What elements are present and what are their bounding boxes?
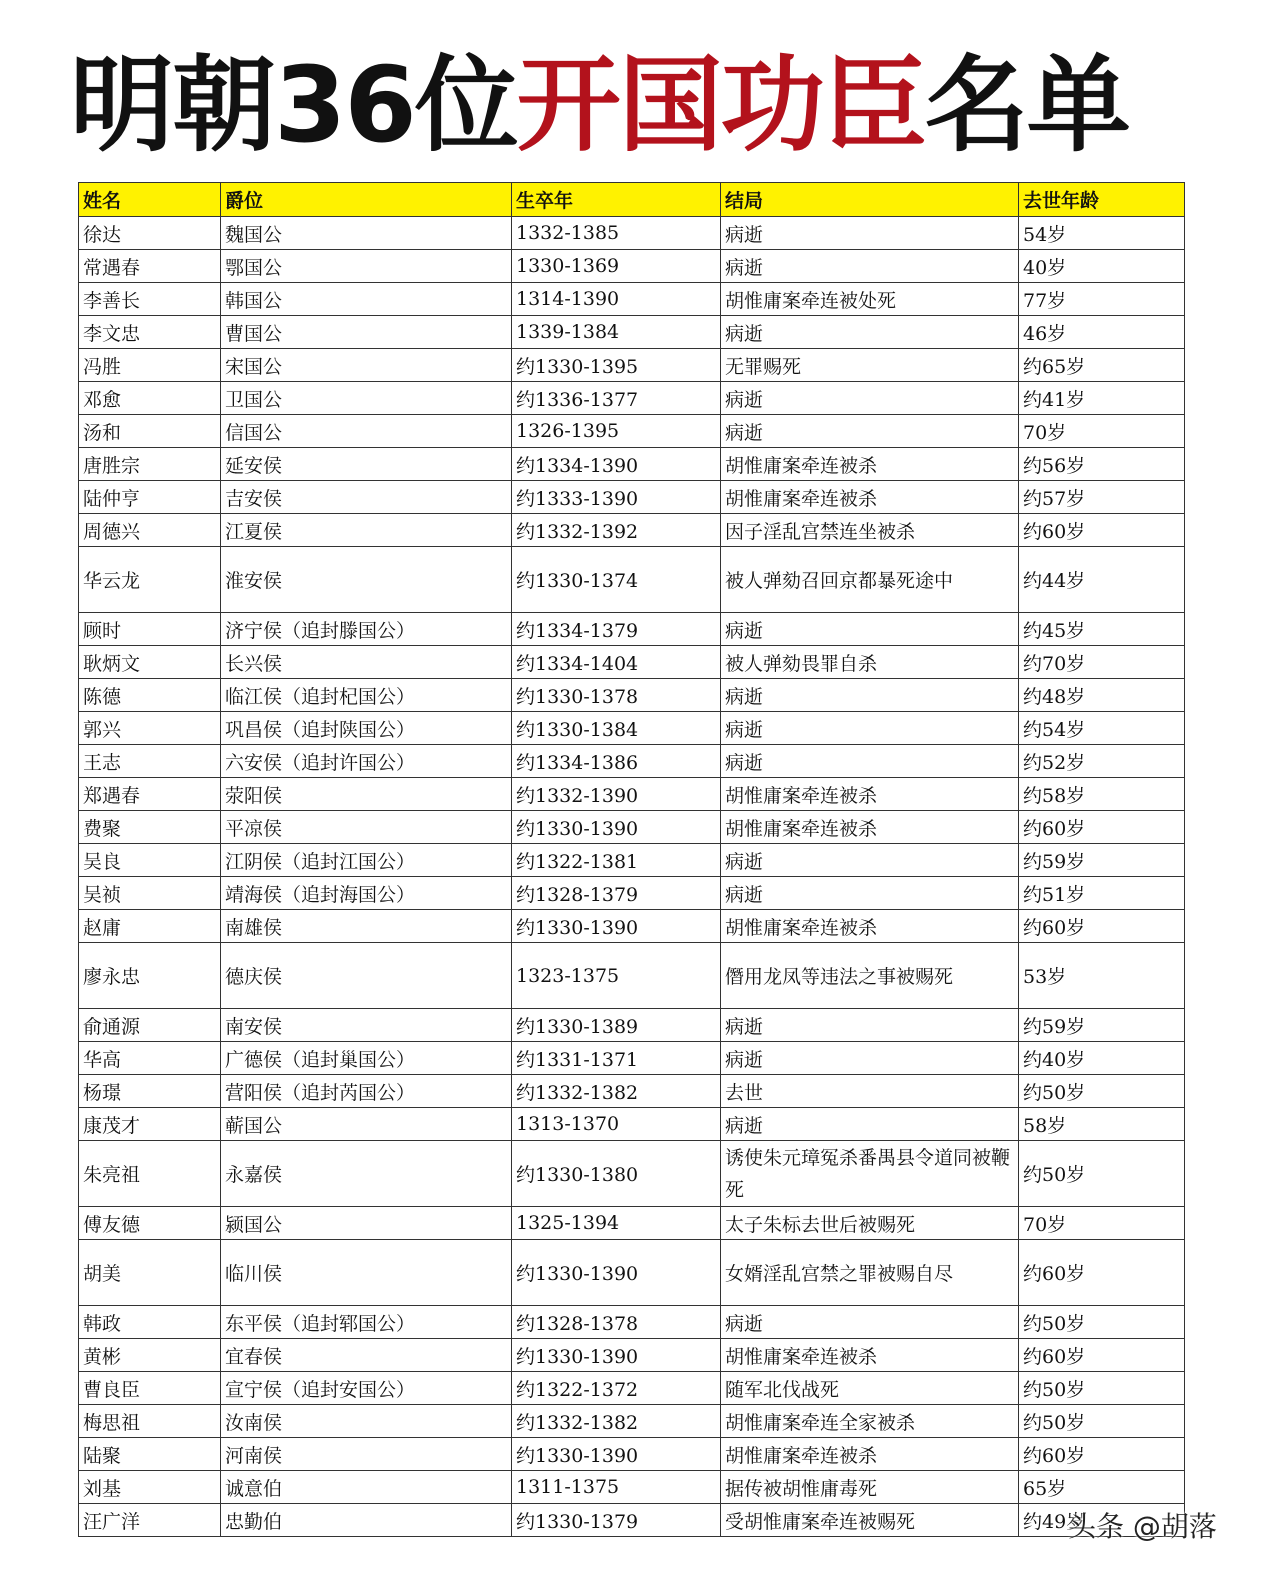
cell-title: 韩国公	[221, 283, 512, 316]
cell-title: 营阳侯（追封芮国公）	[221, 1075, 512, 1108]
cell-age: 约54岁	[1019, 712, 1185, 745]
cell-title: 宜春侯	[221, 1339, 512, 1372]
cell-fate: 胡惟庸案牵连被杀	[721, 910, 1019, 943]
cell-years: 约1330-1390	[512, 1240, 721, 1306]
table-row	[79, 415, 1185, 448]
cell-title: 平凉侯	[221, 811, 512, 844]
cell-title: 广德侯（追封巢国公）	[221, 1042, 512, 1075]
cell-years: 约1330-1390	[512, 910, 721, 943]
cell-name: 周德兴	[79, 514, 221, 547]
table-row	[79, 1207, 1185, 1240]
cell-title: 忠勤伯	[221, 1504, 512, 1537]
cell-years: 约1330-1378	[512, 679, 721, 712]
cell-fate: 病逝	[721, 316, 1019, 349]
cell-name: 赵庸	[79, 910, 221, 943]
cell-age: 53岁	[1019, 943, 1185, 1009]
cell-title: 汝南侯	[221, 1405, 512, 1438]
cell-years: 1311-1375	[512, 1471, 721, 1504]
cell-years: 1325-1394	[512, 1207, 721, 1240]
table-row	[79, 250, 1185, 283]
table-row	[79, 349, 1185, 382]
cell-years: 1323-1375	[512, 943, 721, 1009]
table-row	[79, 1108, 1185, 1141]
cell-name: 俞通源	[79, 1009, 221, 1042]
cell-age: 70岁	[1019, 415, 1185, 448]
cell-name: 徐达	[79, 217, 221, 250]
cell-age: 约44岁	[1019, 547, 1185, 613]
table-row	[79, 547, 1185, 613]
cell-years: 约1330-1390	[512, 1438, 721, 1471]
cell-age: 约48岁	[1019, 679, 1185, 712]
title-part-2-highlight: 开国功臣	[516, 44, 925, 166]
cell-years: 约1330-1380	[512, 1141, 721, 1207]
table-row	[79, 811, 1185, 844]
cell-fate: 去世	[721, 1075, 1019, 1108]
cell-fate: 胡惟庸案牵连全家被杀	[721, 1405, 1019, 1438]
table-row	[79, 1240, 1185, 1306]
cell-years: 1314-1390	[512, 283, 721, 316]
table-row	[79, 1075, 1185, 1108]
cell-title: 南雄侯	[221, 910, 512, 943]
cell-name: 陆仲亨	[79, 481, 221, 514]
cell-years: 约1330-1374	[512, 547, 721, 613]
cell-name: 刘基	[79, 1471, 221, 1504]
cell-years: 约1334-1390	[512, 448, 721, 481]
cell-name: 华云龙	[79, 547, 221, 613]
cell-fate: 诱使朱元璋冤杀番禺县令道同被鞭死	[721, 1141, 1019, 1207]
cell-age: 约60岁	[1019, 1240, 1185, 1306]
cell-fate: 病逝	[721, 745, 1019, 778]
cell-fate: 被人弹劾召回京都暴死途中	[721, 547, 1019, 613]
cell-age: 约58岁	[1019, 778, 1185, 811]
table-row	[79, 910, 1185, 943]
cell-title: 东平侯（追封郓国公）	[221, 1306, 512, 1339]
cell-name: 李文忠	[79, 316, 221, 349]
table-row	[79, 844, 1185, 877]
cell-name: 邓愈	[79, 382, 221, 415]
title-part-3: 名单	[924, 44, 1129, 166]
cell-title: 鄂国公	[221, 250, 512, 283]
cell-fate: 僭用龙凤等违法之事被赐死	[721, 943, 1019, 1009]
cell-fate: 病逝	[721, 1108, 1019, 1141]
cell-age: 40岁	[1019, 250, 1185, 283]
cell-fate: 病逝	[721, 844, 1019, 877]
table-row	[79, 679, 1185, 712]
cell-fate: 病逝	[721, 712, 1019, 745]
cell-title: 巩昌侯（追封陕国公）	[221, 712, 512, 745]
cell-years: 1339-1384	[512, 316, 721, 349]
table-row	[79, 1405, 1185, 1438]
cell-years: 约1336-1377	[512, 382, 721, 415]
cell-fate: 胡惟庸案牵连被杀	[721, 1339, 1019, 1372]
cell-fate: 无罪赐死	[721, 349, 1019, 382]
cell-fate: 病逝	[721, 877, 1019, 910]
cell-name: 郑遇春	[79, 778, 221, 811]
cell-age: 约50岁	[1019, 1405, 1185, 1438]
table-row	[79, 1471, 1185, 1504]
table-row	[79, 613, 1185, 646]
cell-age: 约60岁	[1019, 811, 1185, 844]
cell-title: 江夏侯	[221, 514, 512, 547]
cell-title: 延安侯	[221, 448, 512, 481]
cell-title: 江阴侯（追封江国公）	[221, 844, 512, 877]
cell-title: 曹国公	[221, 316, 512, 349]
cell-title: 河南侯	[221, 1438, 512, 1471]
cell-age: 约50岁	[1019, 1306, 1185, 1339]
cell-years: 约1334-1404	[512, 646, 721, 679]
cell-name: 朱亮祖	[79, 1141, 221, 1207]
cell-title: 靖海侯（追封海国公）	[221, 877, 512, 910]
cell-name: 耿炳文	[79, 646, 221, 679]
cell-fate: 病逝	[721, 382, 1019, 415]
cell-age: 约60岁	[1019, 1339, 1185, 1372]
cell-name: 吴祯	[79, 877, 221, 910]
table-row	[79, 448, 1185, 481]
cell-title: 六安侯（追封许国公）	[221, 745, 512, 778]
cell-years: 1326-1395	[512, 415, 721, 448]
cell-fate: 太子朱标去世后被赐死	[721, 1207, 1019, 1240]
cell-name: 韩政	[79, 1306, 221, 1339]
cell-name: 费聚	[79, 811, 221, 844]
header-title: 爵位	[221, 183, 512, 217]
cell-name: 汪广洋	[79, 1504, 221, 1537]
table-body	[79, 217, 1185, 1537]
cell-age: 58岁	[1019, 1108, 1185, 1141]
cell-fate: 随军北伐战死	[721, 1372, 1019, 1405]
cell-fate: 胡惟庸案牵连被杀	[721, 448, 1019, 481]
cell-age: 约60岁	[1019, 514, 1185, 547]
cell-title: 荥阳侯	[221, 778, 512, 811]
table-row	[79, 1042, 1185, 1075]
cell-years: 约1330-1390	[512, 811, 721, 844]
cell-fate: 病逝	[721, 613, 1019, 646]
cell-fate: 据传被胡惟庸毒死	[721, 1471, 1019, 1504]
watermark: 头条 @胡落	[1068, 1510, 1217, 1543]
cell-title: 临江侯（追封杞国公）	[221, 679, 512, 712]
cell-fate: 病逝	[721, 679, 1019, 712]
cell-title: 济宁侯（追封滕国公）	[221, 613, 512, 646]
cell-name: 顾时	[79, 613, 221, 646]
table-row	[79, 1009, 1185, 1042]
table-row	[79, 646, 1185, 679]
cell-fate: 胡惟庸案牵连被杀	[721, 481, 1019, 514]
cell-name: 胡美	[79, 1240, 221, 1306]
cell-title: 德庆侯	[221, 943, 512, 1009]
cell-name: 汤和	[79, 415, 221, 448]
table-row	[79, 514, 1185, 547]
cell-years: 约1330-1379	[512, 1504, 721, 1537]
cell-name: 梅思祖	[79, 1405, 221, 1438]
cell-age: 约49岁	[1019, 1504, 1185, 1537]
page-title	[70, 40, 1190, 170]
cell-title: 南安侯	[221, 1009, 512, 1042]
table-header-row	[79, 183, 1185, 217]
cell-name: 郭兴	[79, 712, 221, 745]
cell-title: 颍国公	[221, 1207, 512, 1240]
cell-fate: 病逝	[721, 1306, 1019, 1339]
table-row	[79, 283, 1185, 316]
cell-age: 约51岁	[1019, 877, 1185, 910]
cell-years: 约1332-1382	[512, 1405, 721, 1438]
cell-age: 约50岁	[1019, 1372, 1185, 1405]
cell-title: 淮安侯	[221, 547, 512, 613]
cell-age: 约60岁	[1019, 910, 1185, 943]
cell-title: 永嘉侯	[221, 1141, 512, 1207]
cell-name: 杨璟	[79, 1075, 221, 1108]
table-row	[79, 943, 1185, 1009]
cell-fate: 受胡惟庸案牵连被赐死	[721, 1504, 1019, 1537]
cell-age: 46岁	[1019, 316, 1185, 349]
cell-years: 约1334-1379	[512, 613, 721, 646]
cell-age: 约52岁	[1019, 745, 1185, 778]
cell-age: 约59岁	[1019, 844, 1185, 877]
cell-name: 曹良臣	[79, 1372, 221, 1405]
cell-age: 70岁	[1019, 1207, 1185, 1240]
cell-title: 宣宁侯（追封安国公）	[221, 1372, 512, 1405]
cell-years: 约1332-1382	[512, 1075, 721, 1108]
cell-fate: 病逝	[721, 1042, 1019, 1075]
cell-age: 约50岁	[1019, 1075, 1185, 1108]
table-row	[79, 1372, 1185, 1405]
cell-fate: 病逝	[721, 1009, 1019, 1042]
cell-age: 约60岁	[1019, 1438, 1185, 1471]
cell-age: 77岁	[1019, 283, 1185, 316]
header-age: 去世年龄	[1019, 183, 1185, 217]
cell-years: 约1331-1371	[512, 1042, 721, 1075]
founding-officials-table	[78, 182, 1185, 1537]
cell-title: 诚意伯	[221, 1471, 512, 1504]
cell-fate: 病逝	[721, 415, 1019, 448]
cell-age: 约70岁	[1019, 646, 1185, 679]
cell-title: 宋国公	[221, 349, 512, 382]
title-part-1: 明朝36位	[70, 44, 517, 166]
cell-fate: 胡惟庸案牵连被杀	[721, 778, 1019, 811]
cell-name: 廖永忠	[79, 943, 221, 1009]
table-row	[79, 481, 1185, 514]
cell-name: 傅友德	[79, 1207, 221, 1240]
cell-age: 约50岁	[1019, 1141, 1185, 1207]
cell-age: 约40岁	[1019, 1042, 1185, 1075]
cell-title: 魏国公	[221, 217, 512, 250]
cell-years: 约1322-1372	[512, 1372, 721, 1405]
cell-fate: 胡惟庸案牵连被杀	[721, 811, 1019, 844]
table-row	[79, 1504, 1185, 1537]
table-row	[79, 877, 1185, 910]
cell-years: 约1330-1389	[512, 1009, 721, 1042]
cell-years: 约1334-1386	[512, 745, 721, 778]
table-row	[79, 382, 1185, 415]
cell-age: 65岁	[1019, 1471, 1185, 1504]
cell-name: 黄彬	[79, 1339, 221, 1372]
cell-title: 蕲国公	[221, 1108, 512, 1141]
cell-age: 54岁	[1019, 217, 1185, 250]
cell-age: 约41岁	[1019, 382, 1185, 415]
header-years: 生卒年	[512, 183, 721, 217]
cell-years: 约1330-1384	[512, 712, 721, 745]
table-row	[79, 316, 1185, 349]
header-name: 姓名	[79, 183, 221, 217]
cell-title: 卫国公	[221, 382, 512, 415]
cell-years: 约1328-1378	[512, 1306, 721, 1339]
cell-fate: 因子淫乱宫禁连坐被杀	[721, 514, 1019, 547]
cell-title: 临川侯	[221, 1240, 512, 1306]
cell-fate: 病逝	[721, 250, 1019, 283]
cell-years: 约1332-1392	[512, 514, 721, 547]
cell-years: 约1332-1390	[512, 778, 721, 811]
cell-name: 常遇春	[79, 250, 221, 283]
cell-age: 约65岁	[1019, 349, 1185, 382]
table-row	[79, 1141, 1185, 1207]
cell-fate: 胡惟庸案牵连被处死	[721, 283, 1019, 316]
cell-years: 约1330-1395	[512, 349, 721, 382]
cell-age: 约59岁	[1019, 1009, 1185, 1042]
cell-years: 约1328-1379	[512, 877, 721, 910]
cell-fate: 病逝	[721, 217, 1019, 250]
table-row	[79, 217, 1185, 250]
cell-years: 约1330-1390	[512, 1339, 721, 1372]
cell-title: 信国公	[221, 415, 512, 448]
cell-years: 约1333-1390	[512, 481, 721, 514]
cell-title: 吉安侯	[221, 481, 512, 514]
table-row	[79, 745, 1185, 778]
cell-years: 1332-1385	[512, 217, 721, 250]
table-row	[79, 712, 1185, 745]
cell-years: 约1322-1381	[512, 844, 721, 877]
cell-name: 康茂才	[79, 1108, 221, 1141]
cell-name: 唐胜宗	[79, 448, 221, 481]
cell-fate: 女婿淫乱宫禁之罪被赐自尽	[721, 1240, 1019, 1306]
cell-years: 1330-1369	[512, 250, 721, 283]
cell-age: 约57岁	[1019, 481, 1185, 514]
cell-title: 长兴侯	[221, 646, 512, 679]
table-row	[79, 1339, 1185, 1372]
cell-fate: 胡惟庸案牵连被杀	[721, 1438, 1019, 1471]
cell-name: 陆聚	[79, 1438, 221, 1471]
cell-fate: 被人弹劾畏罪自杀	[721, 646, 1019, 679]
table-row	[79, 1438, 1185, 1471]
cell-years: 1313-1370	[512, 1108, 721, 1141]
cell-name: 陈德	[79, 679, 221, 712]
header-fate: 结局	[721, 183, 1019, 217]
cell-name: 吴良	[79, 844, 221, 877]
cell-name: 王志	[79, 745, 221, 778]
table-row	[79, 778, 1185, 811]
cell-name: 冯胜	[79, 349, 221, 382]
table-row	[79, 1306, 1185, 1339]
cell-name: 华高	[79, 1042, 221, 1075]
cell-name: 李善长	[79, 283, 221, 316]
cell-age: 约45岁	[1019, 613, 1185, 646]
cell-age: 约56岁	[1019, 448, 1185, 481]
